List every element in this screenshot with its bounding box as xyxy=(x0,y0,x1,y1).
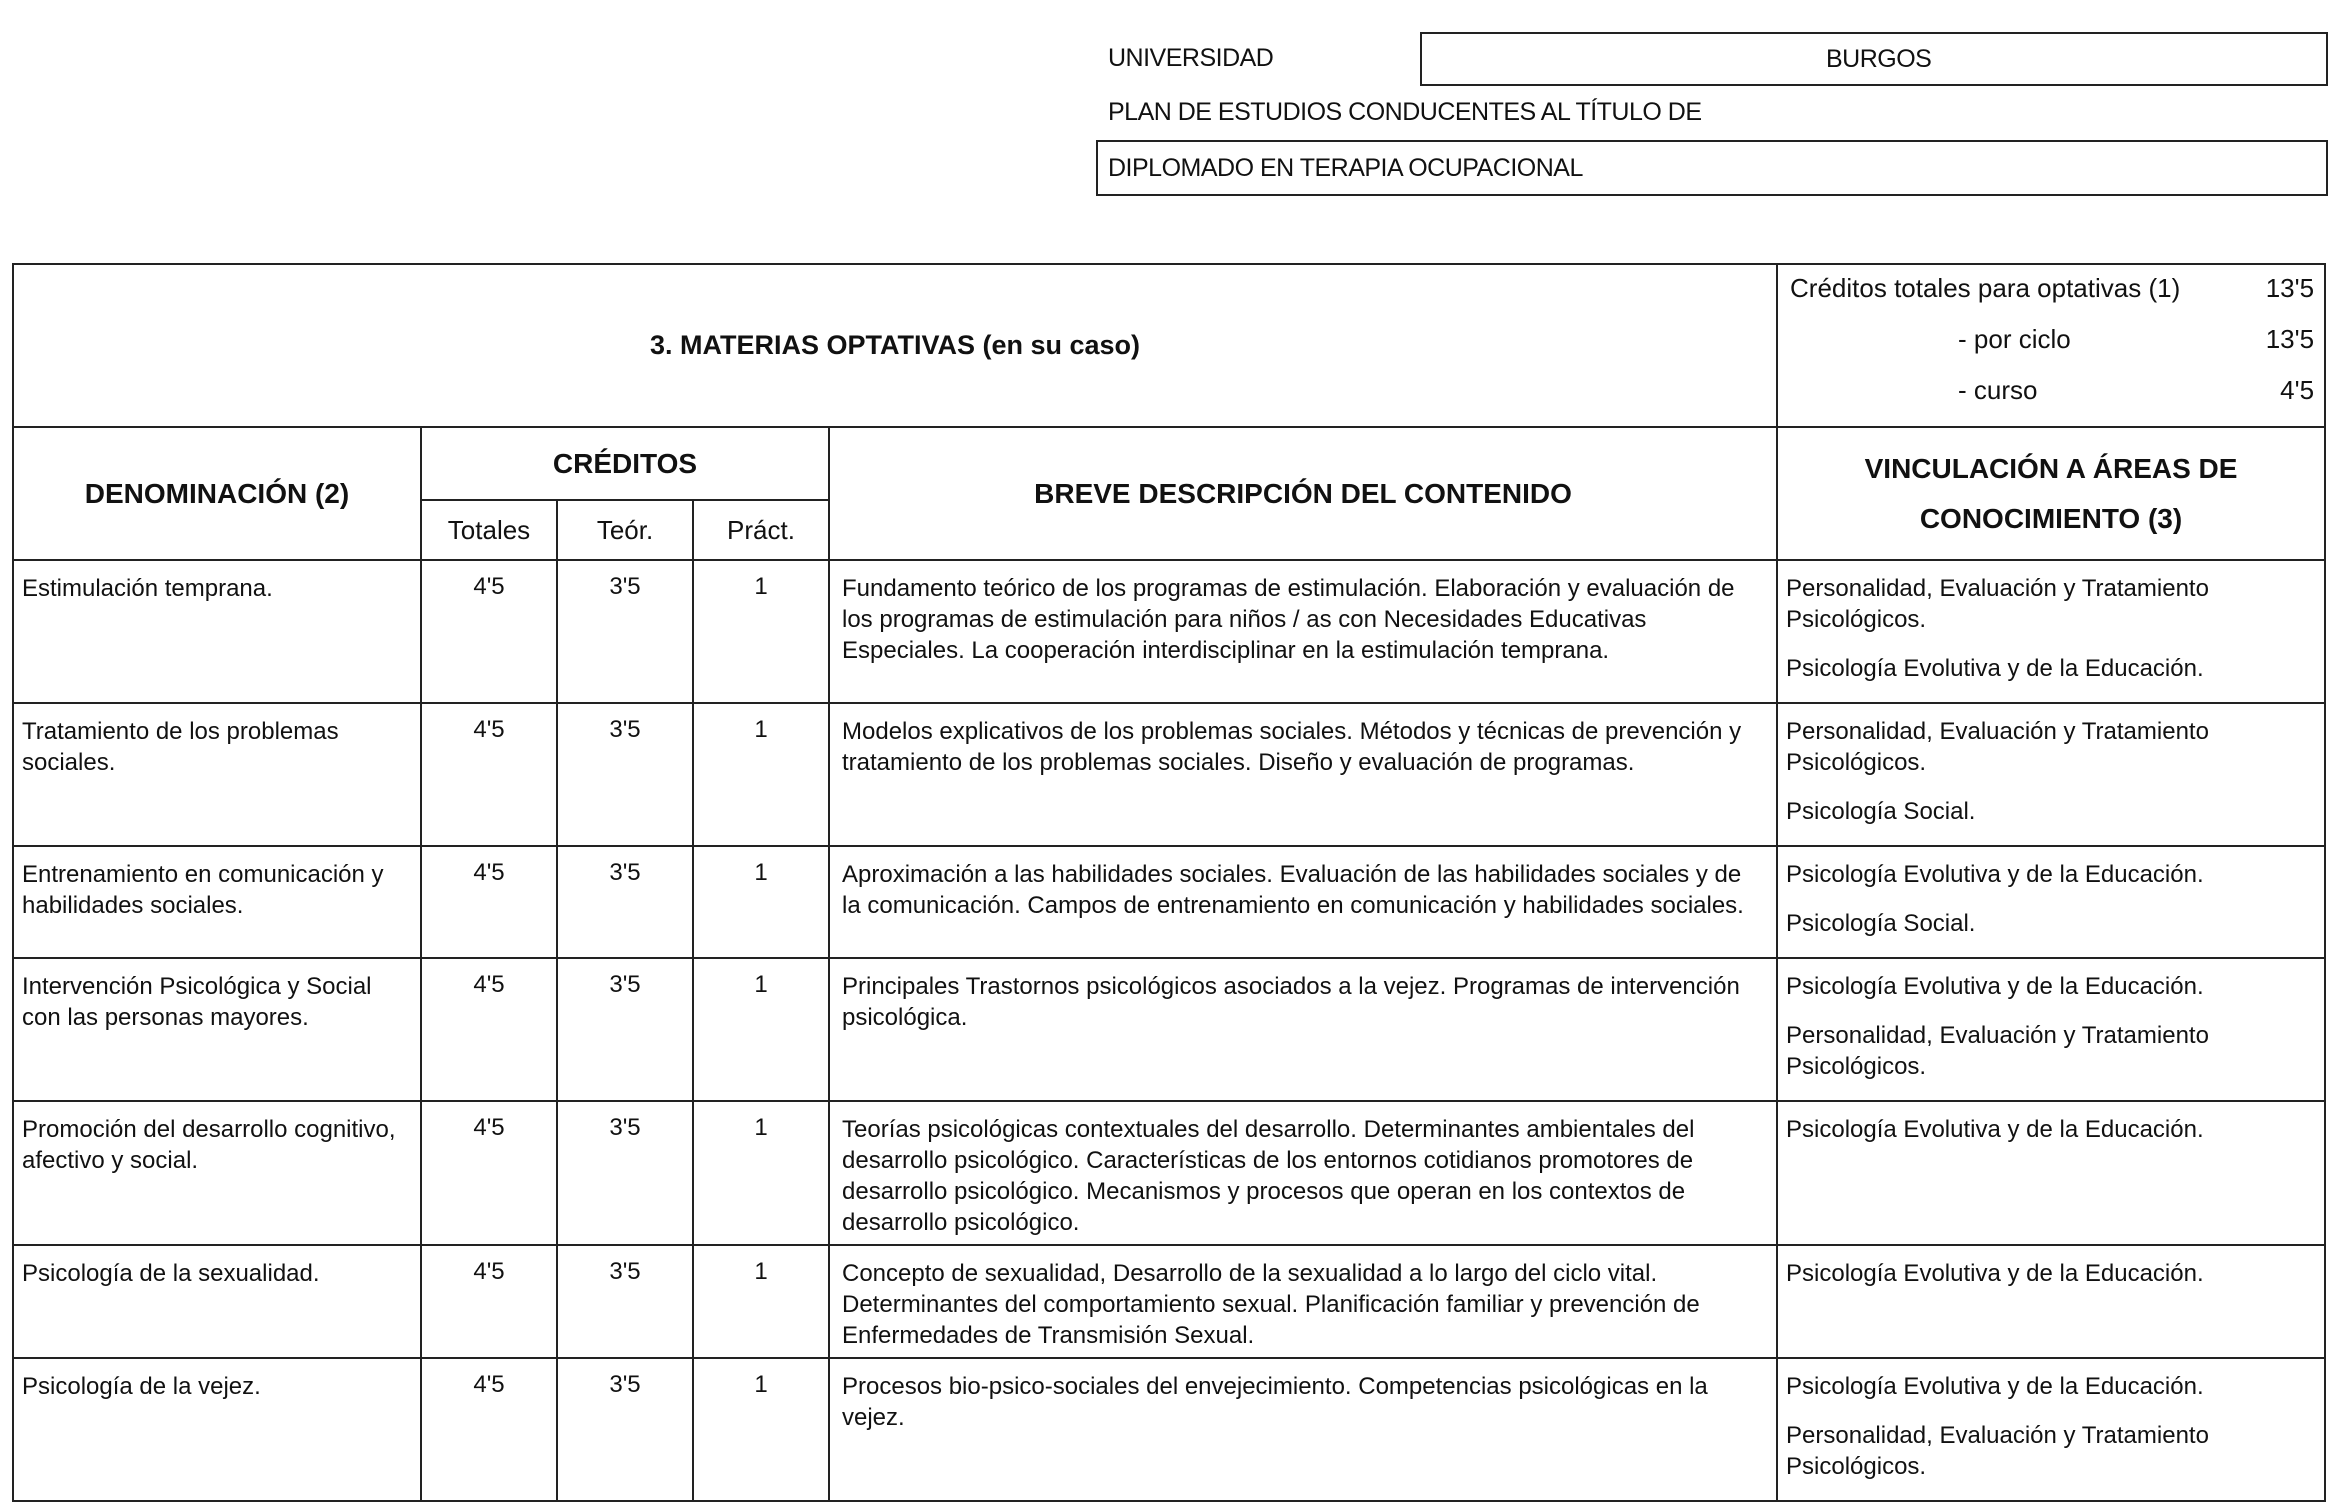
per-cycle-row xyxy=(1790,324,2314,375)
vinculacion-header-line2: CONOCIMIENTO (3) xyxy=(1919,502,2183,534)
subject-name: Psicología de la vejez. xyxy=(13,1358,421,1501)
degree-value: DIPLOMADO EN TERAPIA OCUPACIONAL xyxy=(1108,154,1583,182)
knowledge-areas xyxy=(1777,1101,2325,1245)
table-row xyxy=(13,846,2325,958)
subject-description: Aproximación a las habilidades sociales. Evaluación de las habilidades sociales y de la comunicación. Campos de entrenamiento en comunicación y habilidades sociales. xyxy=(829,846,1777,958)
area-item: Personalidad, Evaluación y Tratamiento Psicológicos. xyxy=(1786,575,2209,633)
area-item: Psicología Evolutiva y de la Educación. xyxy=(1786,1116,2204,1143)
per-cycle-label: - por ciclo xyxy=(1958,324,2071,354)
credits-theory: 3'5 xyxy=(557,958,693,1101)
credits-theory: 3'5 xyxy=(557,560,693,703)
area-item: Psicología Evolutiva y de la Educación. xyxy=(1786,861,2204,888)
area-item: Psicología Evolutiva y de la Educación. xyxy=(1786,1373,2204,1400)
subject-name: Psicología de la sexualidad. xyxy=(13,1245,421,1358)
denominacion-header: DENOMINACIÓN (2) xyxy=(13,427,421,560)
table-row xyxy=(13,1245,2325,1358)
credits-theory: 3'5 xyxy=(557,1245,693,1358)
university-box xyxy=(1420,32,2328,86)
per-cycle-value: 13'5 xyxy=(2265,324,2315,354)
credits-total: 4'5 xyxy=(421,1101,557,1245)
knowledge-areas xyxy=(1777,1245,2325,1358)
subject-name: Tratamiento de los problemas sociales. xyxy=(13,703,421,846)
plan-label: PLAN DE ESTUDIOS CONDUCENTES AL TÍTULO DE xyxy=(1108,98,1702,126)
subject-description: Teorías psicológicas contextuales del desarrollo. Determinantes ambientales del desarrollo psicológico. Características de los entornos cotidianos promotores de desarrollo psicológico. Mecanismos y procesos que operan en los contextos de desarrollo psicológico. xyxy=(829,1101,1777,1245)
per-course-value: 4'5 xyxy=(2280,375,2315,405)
knowledge-areas xyxy=(1777,560,2325,703)
credits-practice: 1 xyxy=(693,560,829,703)
credits-total: 4'5 xyxy=(421,703,557,846)
table-row xyxy=(13,1101,2325,1245)
credits-practice: 1 xyxy=(693,703,829,846)
vinculacion-header xyxy=(1777,427,2325,560)
credits-practice: 1 xyxy=(693,1358,829,1501)
subject-description: Concepto de sexualidad, Desarrollo de la sexualidad a lo largo del ciclo vital. Determinantes del comportamiento sexual. Planificación familiar y prevención de Enfermedades de Transmisión Sexual. xyxy=(829,1245,1777,1358)
area-item: Psicología Social. xyxy=(1786,910,1976,937)
credits-theory: 3'5 xyxy=(557,1358,693,1501)
credits-total: 4'5 xyxy=(421,958,557,1101)
credits-practice: 1 xyxy=(693,1101,829,1245)
total-credits-row xyxy=(1790,273,2314,324)
subject-name: Entrenamiento en comunicación y habilidades sociales. xyxy=(13,846,421,958)
degree-box xyxy=(1096,140,2328,196)
section-title-text: 3. MATERIAS OPTATIVAS (en su caso) xyxy=(649,330,1141,360)
teor-header: Teór. xyxy=(557,500,693,560)
subject-name: Intervención Psicológica y Social con las personas mayores. xyxy=(13,958,421,1101)
section-title xyxy=(13,264,1777,427)
descripcion-header: BREVE DESCRIPCIÓN DEL CONTENIDO xyxy=(829,427,1777,560)
area-item: Personalidad, Evaluación y Tratamiento Psicológicos. xyxy=(1786,718,2209,776)
knowledge-areas xyxy=(1777,846,2325,958)
credits-total: 4'5 xyxy=(421,1358,557,1501)
credits-theory: 3'5 xyxy=(557,703,693,846)
credits-total: 4'5 xyxy=(421,1245,557,1358)
total-credits-value: 13'5 xyxy=(2265,273,2315,303)
university-value: BURGOS xyxy=(1826,45,1932,73)
area-item: Psicología Evolutiva y de la Educación. xyxy=(1786,1260,2204,1287)
university-label: UNIVERSIDAD xyxy=(1108,44,1274,72)
credits-theory: 3'5 xyxy=(557,1101,693,1245)
subject-description: Procesos bio-psico-sociales del envejecimiento. Competencias psicológicas en la vejez. xyxy=(829,1358,1777,1501)
table-row xyxy=(13,1358,2325,1501)
table-row xyxy=(13,958,2325,1101)
credits-theory: 3'5 xyxy=(557,846,693,958)
subject-description: Modelos explicativos de los problemas sociales. Métodos y técnicas de prevención y tratamiento de los problemas sociales. Diseño y evaluación de programas. xyxy=(829,703,1777,846)
table-row xyxy=(13,560,2325,703)
area-item: Personalidad, Evaluación y Tratamiento Psicológicos. xyxy=(1786,1022,2209,1080)
area-item: Personalidad, Evaluación y Tratamiento Psicológicos. xyxy=(1786,1422,2209,1480)
area-item: Psicología Evolutiva y de la Educación. xyxy=(1786,973,2204,1000)
subject-description: Fundamento teórico de los programas de estimulación. Elaboración y evaluación de los programas de estimulación para niños / as con Necesidades Educativas Especiales. La cooperación interdisciplinar en la estimulación temprana. xyxy=(829,560,1777,703)
knowledge-areas xyxy=(1777,958,2325,1101)
totals-box xyxy=(1777,264,2325,427)
subject-name: Promoción del desarrollo cognitivo, afectivo y social. xyxy=(13,1101,421,1245)
subject-description: Principales Trastornos psicológicos asociados a la vejez. Programas de intervención psicológica. xyxy=(829,958,1777,1101)
per-course-row xyxy=(1790,375,2314,426)
subject-name: Estimulación temprana. xyxy=(13,560,421,703)
totales-header: Totales xyxy=(421,500,557,560)
credits-practice: 1 xyxy=(693,846,829,958)
credits-total: 4'5 xyxy=(421,846,557,958)
vinculacion-header-line1: VINCULACIÓN A ÁREAS DE xyxy=(1864,452,2238,484)
table-row xyxy=(13,703,2325,846)
optional-subjects-table xyxy=(12,263,2326,1502)
pract-header: Práct. xyxy=(693,500,829,560)
credits-total: 4'5 xyxy=(421,560,557,703)
column-header-row xyxy=(13,427,2325,500)
credits-practice: 1 xyxy=(693,958,829,1101)
creditos-header: CRÉDITOS xyxy=(421,427,829,500)
credits-practice: 1 xyxy=(693,1245,829,1358)
knowledge-areas xyxy=(1777,703,2325,846)
area-item: Psicología Evolutiva y de la Educación. xyxy=(1786,655,2204,682)
knowledge-areas xyxy=(1777,1358,2325,1501)
area-item: Psicología Social. xyxy=(1786,798,1976,825)
total-credits-label: Créditos totales para optativas (1) xyxy=(1790,273,2181,303)
per-course-label: - curso xyxy=(1958,375,2038,405)
section-title-row xyxy=(13,264,2325,427)
